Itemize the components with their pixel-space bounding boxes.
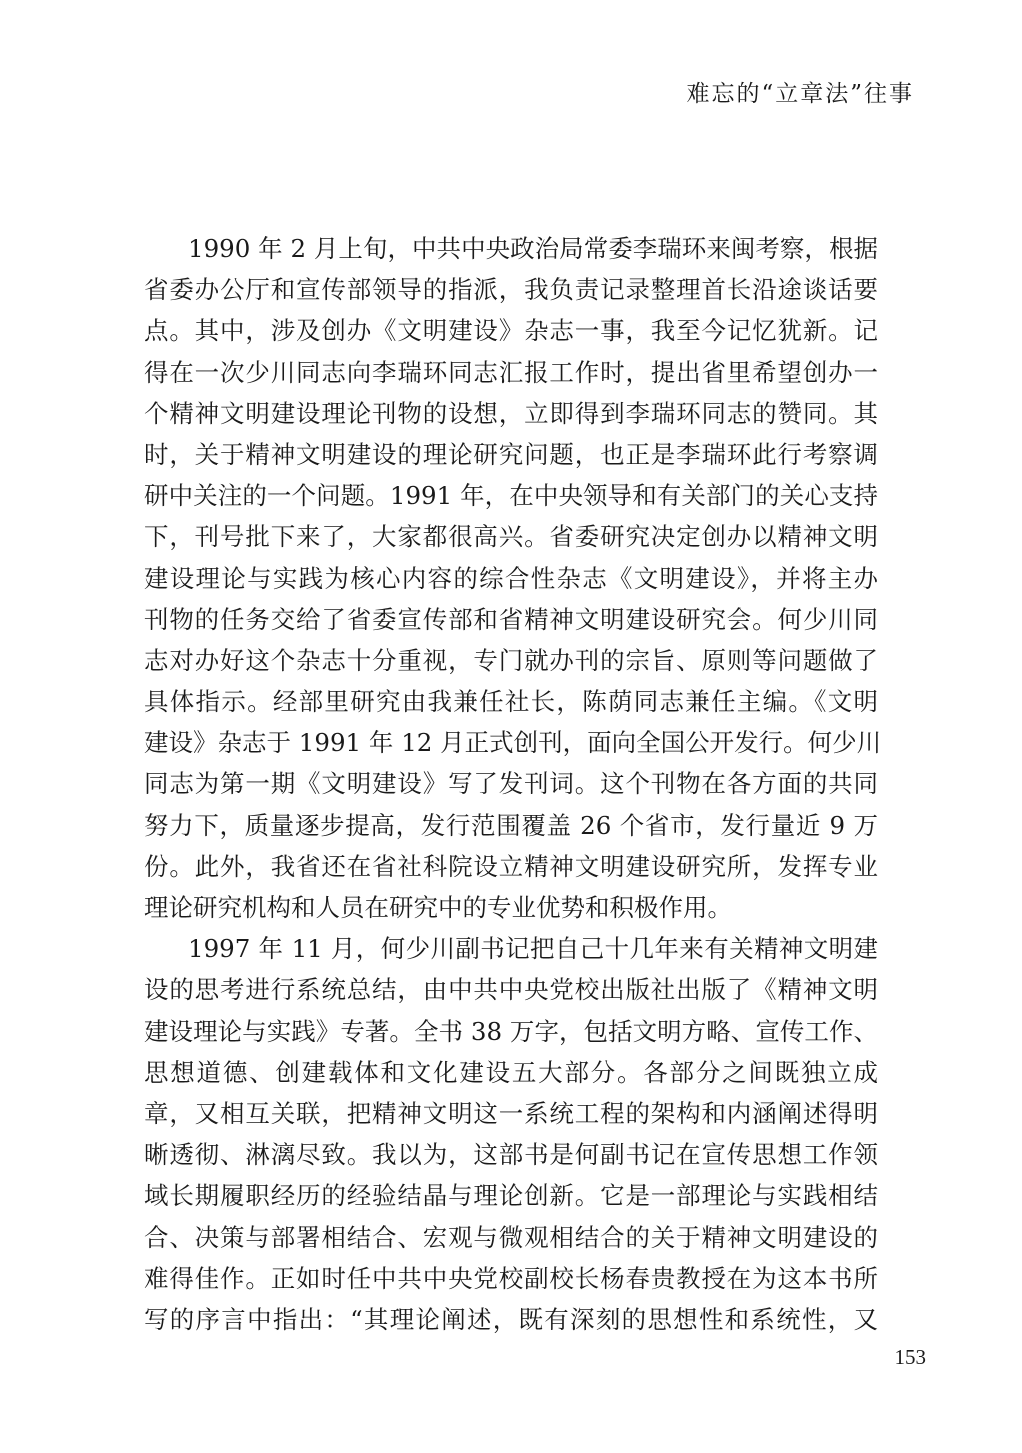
text-line: 晰透彻、淋漓尽致。我以为，这部书是何副书记在宣传思想工作领 bbox=[144, 1140, 878, 1170]
text-line: 建设理论与实践为核心内容的综合性杂志《文明建设》，并将主办 bbox=[144, 563, 878, 593]
text-line: 刊物的任务交给了省委宣传部和省精神文明建设研究会。何少川同 bbox=[144, 604, 878, 634]
text-line: 设的思考进行系统总结，由中共中央党校出版社出版了《精神文明 bbox=[144, 975, 878, 1005]
text-line: 域长期履职经历的经验结晶与理论创新。它是一部理论与实践相结 bbox=[144, 1181, 878, 1211]
page-number: 153 bbox=[894, 1345, 926, 1369]
text-line: 理论研究机构和人员在研究中的专业优势和积极作用。 bbox=[144, 893, 732, 922]
text-line: 合、决策与部署相结合、宏观与微观相结合的关于精神文明建设的 bbox=[144, 1222, 878, 1252]
text-line: 得在一次少川同志向李瑞环同志汇报工作时，提出省里希望创办一 bbox=[144, 357, 878, 387]
text-line: 研中关注的一个问题。1991 年，在中央领导和有关部门的关心支持 bbox=[144, 481, 878, 511]
text-line: 思想道德、创建载体和文化建设五大部分。各部分之间既独立成 bbox=[144, 1057, 878, 1087]
text-line: 份。此外，我省还在省社科院设立精神文明建设研究所，发挥专业 bbox=[144, 851, 878, 881]
text-line: 建设理论与实践》专著。全书 38 万字，包括文明方略、宣传工作、 bbox=[144, 1016, 878, 1046]
text-line: 时，关于精神文明建设的理论研究问题，也正是李瑞环此行考察调 bbox=[144, 439, 878, 469]
text-line: 努力下，质量逐步提高，发行范围覆盖 26 个省市，发行量近 9 万 bbox=[144, 810, 878, 840]
text-line: 点。其中，涉及创办《文明建设》杂志一事，我至今记忆犹新。记 bbox=[144, 316, 878, 346]
text-line: 省委办公厅和宣传部领导的指派，我负责记录整理首长沿途谈话要 bbox=[144, 275, 878, 305]
body-text bbox=[144, 228, 882, 1340]
text-line: 1990 年 2 月上旬，中共中央政治局常委李瑞环来闽考察，根据 bbox=[188, 234, 878, 263]
text-line: 章，又相互关联，把精神文明这一系统工程的架构和内涵阐述得明 bbox=[144, 1098, 878, 1128]
text-line: 个精神文明建设理论刊物的设想，立即得到李瑞环同志的赞同。其 bbox=[144, 398, 878, 428]
text-line: 1997 年 11 月，何少川副书记把自己十几年来有关精神文明建 bbox=[188, 934, 878, 964]
text-line: 写的序言中指出：“其理论阐述，既有深刻的思想性和系统性，又 bbox=[144, 1304, 878, 1334]
running-header-title: 难忘的“立章法”往事 bbox=[686, 81, 914, 107]
text-line: 难得佳作。正如时任中共中央党校副校长杨春贵教授在为这本书所 bbox=[144, 1263, 878, 1293]
text-line: 志对办好这个杂志十分重视，专门就办刊的宗旨、原则等问题做了 bbox=[144, 645, 878, 675]
text-line: 下，刊号批下来了，大家都很高兴。省委研究决定创办以精神文明 bbox=[144, 522, 878, 552]
text-line: 建设》杂志于 1991 年 12 月正式创刊，面向全国公开发行。何少川 bbox=[144, 728, 882, 758]
text-line: 同志为第一期《文明建设》写了发刊词。这个刊物在各方面的共同 bbox=[144, 769, 878, 799]
text-line: 具体指示。经部里研究由我兼任社长，陈荫同志兼任主编。《文明 bbox=[144, 687, 878, 717]
